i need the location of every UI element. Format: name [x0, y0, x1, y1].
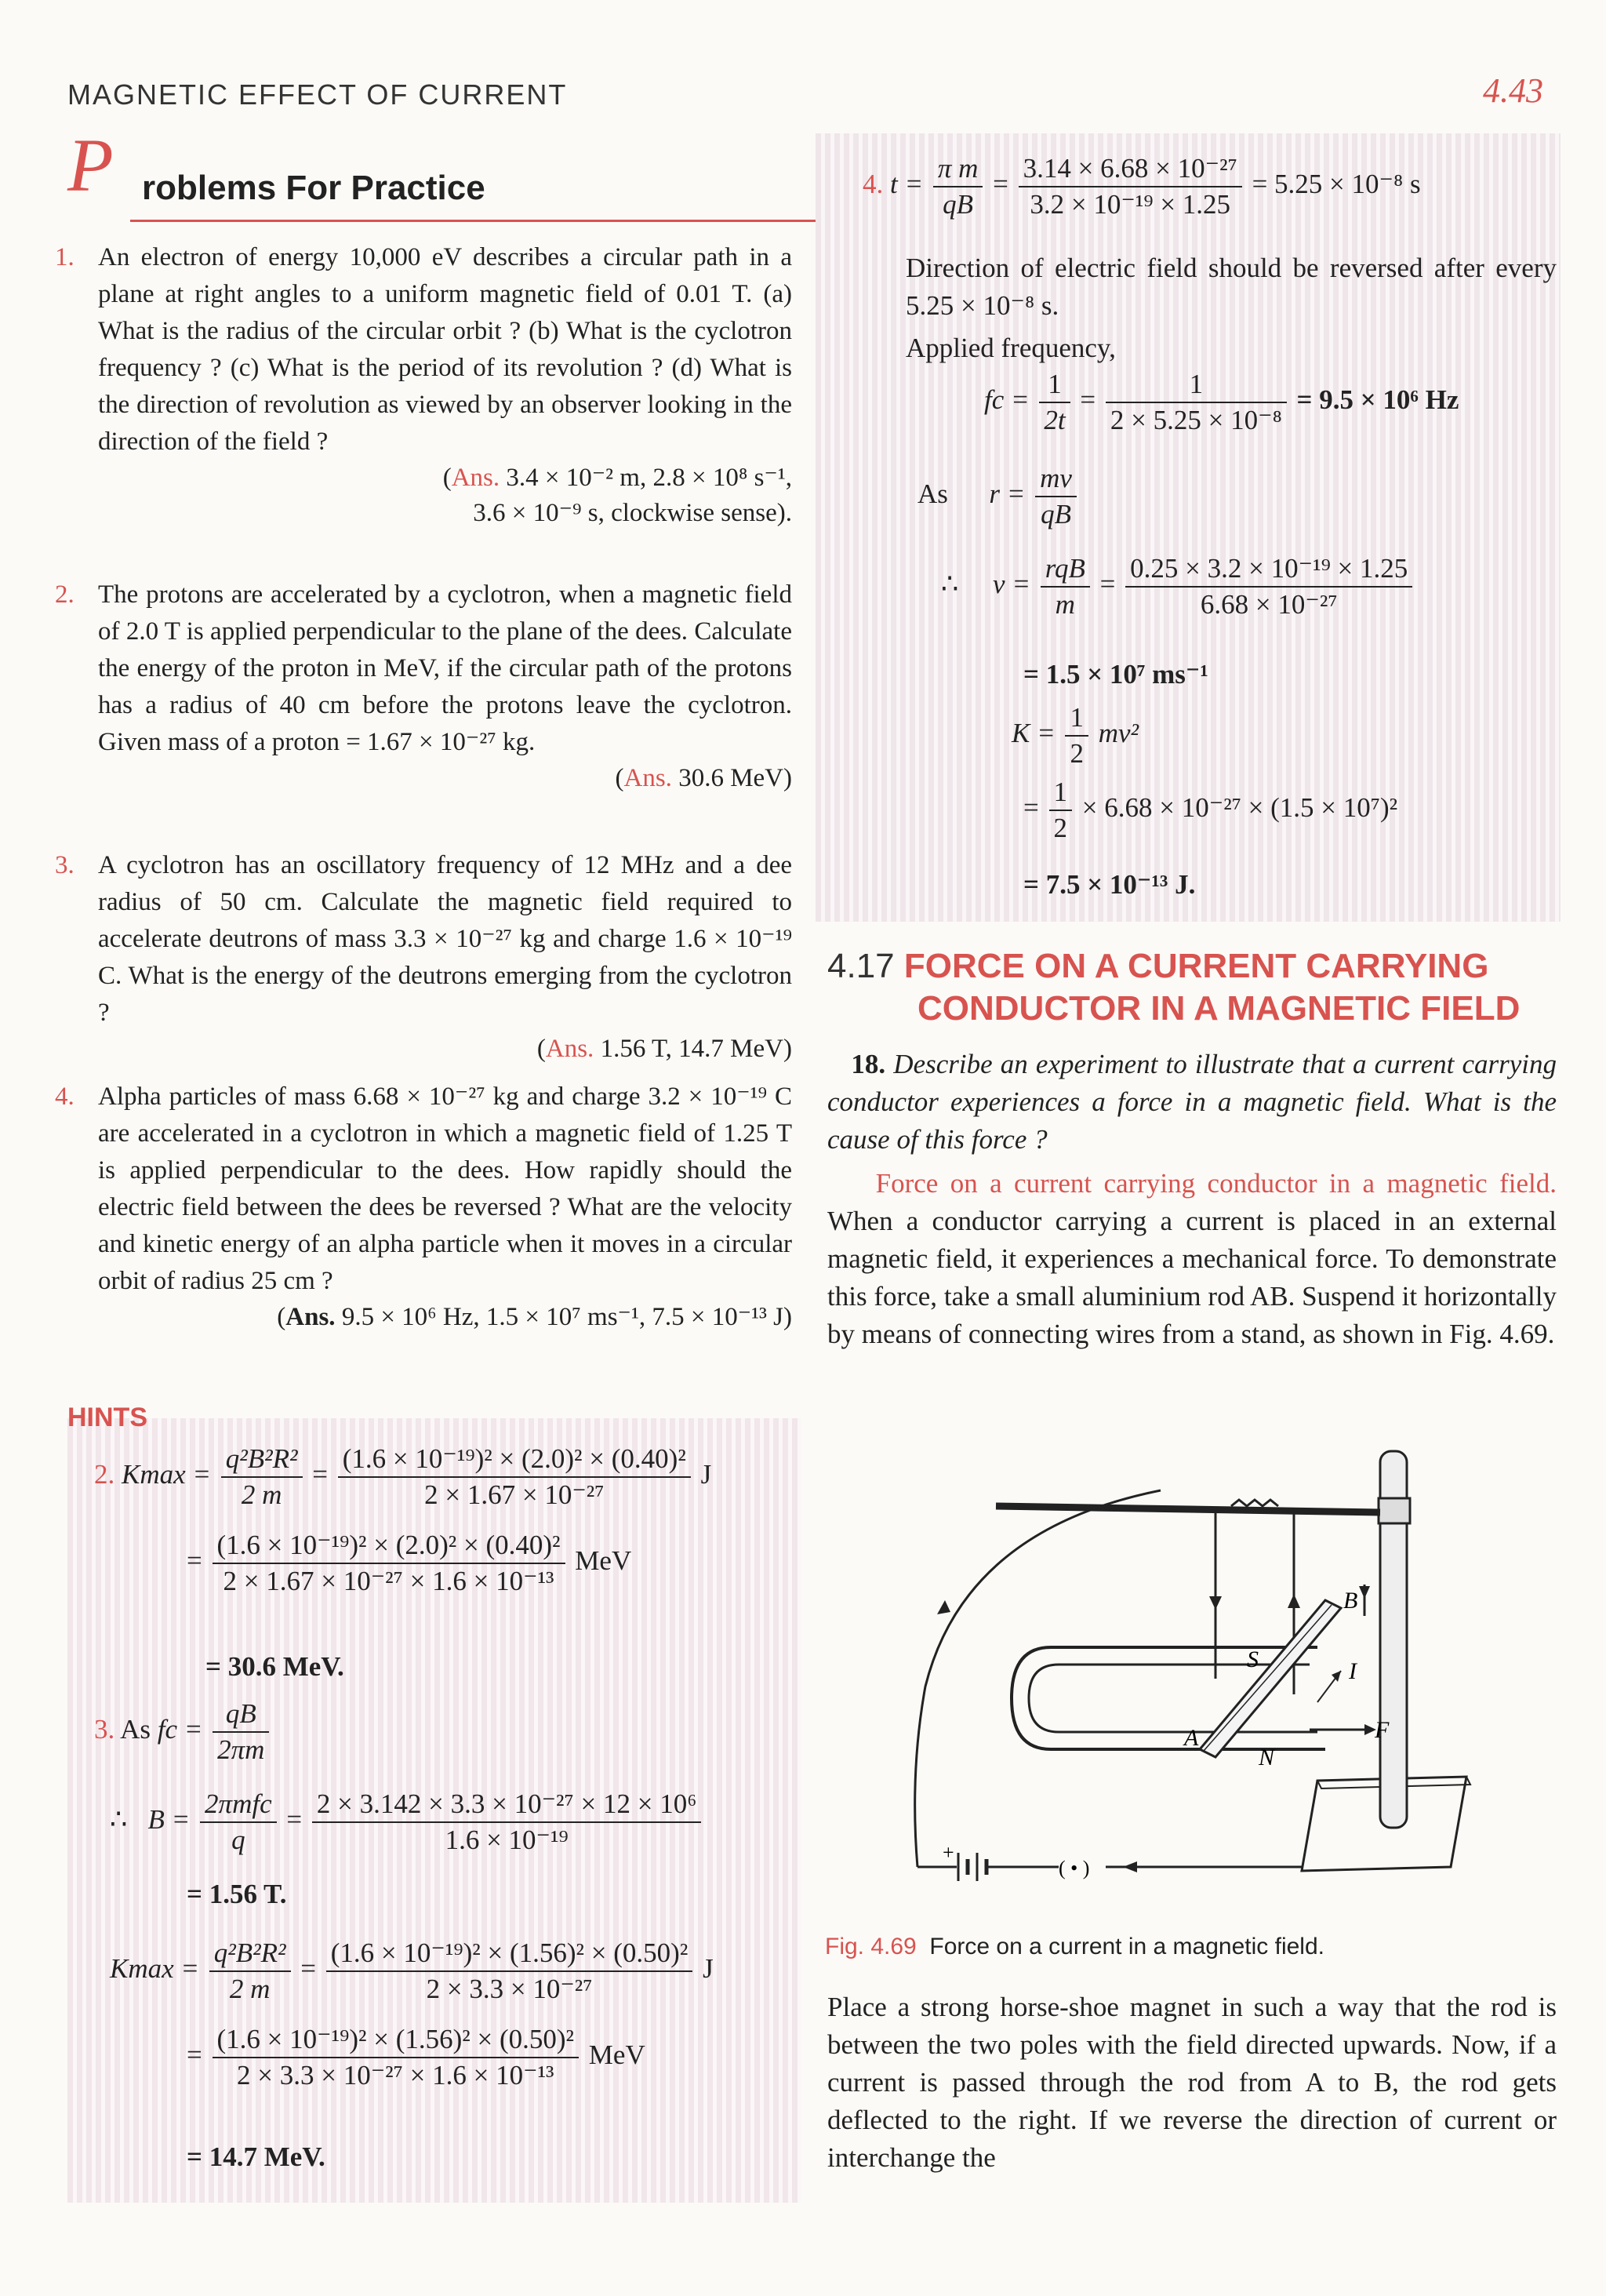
answer-value: 30.6 MeV)	[678, 764, 792, 792]
numerator: (1.6 × 10⁻¹⁹)² × (2.0)² × (0.40)²	[213, 1530, 565, 1564]
numerator: rqB	[1041, 553, 1090, 588]
hint-3-line-4: = $\frac{\text{(1.6 × 10⁻¹⁹)² × (1.56)² × (0.50)²}}{\text{2 × 3.3 × 10⁻²⁷ × 1.6 × 10⁻¹³}}$ MeV	[187, 2024, 645, 2090]
answer-value: 9.5 × 10⁶ Hz, 1.5 × 10⁷ ms⁻¹, 7.5 × 10⁻¹³ J)	[341, 1303, 792, 1331]
problem-number: 2.	[55, 580, 74, 609]
figure-caption-text: Force on a current in a magnetic field.	[929, 1934, 1324, 1959]
numerator: 1	[1049, 777, 1073, 811]
denominator: 2 × 3.3 × 10⁻²⁷	[426, 1974, 593, 2004]
problem-3	[55, 847, 792, 1067]
hint-2-line-1: 2. Kmax = $\frac{\text{q²B²R²}}{2 m}$ = $\frac{\text{(1.6 × 10⁻¹⁹)² × (2.0)² × (0.40)²}}{\text{2 × 1.67 × 10⁻²⁷}}$ J	[94, 1443, 712, 1510]
label-s: S	[1247, 1646, 1259, 1672]
unit: MeV	[588, 2039, 645, 2071]
denominator: 3.2 × 10⁻¹⁹ × 1.25	[1030, 189, 1231, 220]
problem-1	[55, 239, 792, 531]
answer-value: 1.56 T, 14.7 MeV)	[600, 1035, 792, 1063]
hint-number: 3.	[94, 1714, 115, 1745]
hint-2-line-2: = $\frac{\text{(1.6 × 10⁻¹⁹)² × (2.0)² × (0.40)²}}{\text{2 × 1.67 × 10⁻²⁷ × 1.6 × 10⁻¹³}}$ MeV	[187, 1530, 632, 1596]
energy-result: = 7.5 × 10⁻¹³ J.	[1023, 869, 1196, 900]
numerator: 1	[1106, 369, 1287, 403]
numerator: (1.6 × 10⁻¹⁹)² × (1.56)² × (0.50)²	[213, 2024, 580, 2058]
problem-4	[55, 1079, 792, 1335]
therefore: ∴	[110, 1804, 128, 1836]
hint-4-k	[1012, 702, 1139, 770]
denominator: 6.68 × 10⁻²⁷	[1200, 589, 1338, 620]
v-label: v =	[993, 569, 1030, 600]
label-n: N	[1259, 1745, 1275, 1770]
problem-text: The protons are accelerated by a cyclotron, when a magnetic field of 2.0 T is applied perpendicular to the plane of the dees. Calculate the energy of the proton in MeV, if the circular path of the protons has a radius of 40 cm before the protons leave the cyclotron. Given mass of a proton = 1.67 × 10⁻²⁷ kg.	[98, 580, 792, 756]
fraction	[1125, 553, 1412, 620]
hint-number: 4.	[863, 169, 884, 200]
unit: MeV	[575, 1545, 632, 1577]
t-label: t =	[890, 169, 924, 200]
hint-3-line-2: ∴ B = $\frac{\text{2πmfc}}{q}$ = $\frac{\text{2 × 3.142 × 3.3 × 10⁻²⁷ × 12 × 10⁶}}{\text{1.6 × 10⁻¹⁹}}$	[110, 1788, 704, 1856]
practice-title-text: roblems For Practice	[142, 169, 485, 207]
denominator: 2	[1070, 738, 1084, 769]
answer: (Ans. 30.6 MeV)	[615, 764, 792, 792]
label-plus: +	[943, 1841, 954, 1864]
numerator: qB	[213, 1698, 269, 1733]
label-key: ( • )	[1059, 1857, 1090, 1879]
fraction	[1041, 553, 1090, 620]
problem-number: 1.	[55, 243, 74, 271]
answer-label: Ans.	[285, 1303, 336, 1331]
hint-4-r	[917, 463, 1080, 530]
fraction	[338, 1443, 691, 1511]
hint-2-result: = 30.6 MeV.	[205, 1651, 344, 1682]
answer: (Ans. 1.56 T, 14.7 MeV)	[536, 1035, 792, 1063]
hint-4-line-1: 4. t = $\frac{\text{π m}}{qB}$ = $\frac{\text{3.14 × 6.68 × 10⁻²⁷}}{\text{3.2 × 10⁻¹⁹ × 1.25}}$ = 5.25 × 10⁻⁸ s	[863, 153, 1421, 220]
section-title-line-1: FORCE ON A CURRENT CARRYING	[903, 947, 1489, 985]
circuit-wire	[915, 1490, 1161, 1867]
numerator: mv	[1035, 463, 1077, 497]
hint-3-line-1	[94, 1698, 272, 1766]
denominator: 2	[1053, 813, 1067, 843]
fc-label: fc =	[984, 384, 1030, 416]
fc-label: fc =	[157, 1714, 203, 1745]
fraction	[213, 2024, 580, 2091]
label-f: F	[1375, 1717, 1390, 1743]
numerator: 1	[1039, 369, 1070, 403]
numerator: (1.6 × 10⁻¹⁹)² × (1.56)² × (0.50)²	[326, 1938, 693, 1972]
numerator: 3.14 × 6.68 × 10⁻²⁷	[1019, 153, 1242, 187]
numerator: 2πmfc	[200, 1788, 277, 1823]
hints-label: HINTS	[67, 1403, 147, 1432]
paragraph-body: When a conductor carrying a current is placed in an external magnetic field, it experiences a mechanical force. To demonstrate this force, take a small aluminium rod AB. Suspend it horizontally by means of connecting wires from a stand, as shown in Fig. 4.69.	[827, 1206, 1557, 1349]
denominator: m	[1055, 589, 1075, 620]
denominator: qB	[943, 189, 974, 220]
figure-caption	[825, 1934, 1324, 1960]
problem-number: 4.	[55, 1083, 74, 1111]
title-rule	[130, 220, 859, 222]
clamp	[1379, 1498, 1410, 1523]
velocity-result: = 1.5 × 10⁷ ms⁻¹	[1023, 659, 1208, 690]
answer-label: Ans.	[623, 764, 672, 792]
problem-text: A cyclotron has an oscillatory frequency of 12 MHz and a dee radius of 50 cm. Calculate the magnetic field required to accelerate deutrons of mass 3.3 × 10⁻²⁷ kg and charge 1.6 × 10⁻¹⁹ C. What is the energy of the deutrons emerging from the cyclotron ?	[98, 851, 792, 1027]
unit: J	[703, 1953, 714, 1985]
answer-value: 3.4 × 10⁻² m, 2.8 × 10⁸ s⁻¹,	[506, 464, 792, 492]
denominator: 2 m	[241, 1479, 282, 1510]
label-a: A	[1184, 1725, 1199, 1751]
paragraph-1	[827, 1165, 1557, 1353]
question-text: Describe an experiment to illustrate that a current carrying conductor experiences a force in a magnetic field. What is the cause of this force ?	[827, 1049, 1557, 1155]
numerator: 0.25 × 3.2 × 10⁻¹⁹ × 1.25	[1125, 553, 1412, 588]
as-word: As	[120, 1714, 151, 1745]
fraction	[326, 1938, 693, 2005]
answer-line-2: 3.6 × 10⁻⁹ s, clockwise sense).	[473, 499, 792, 527]
applied-frequency-label: Applied frequency,	[906, 333, 1116, 363]
answer: (Ans. 9.5 × 10⁶ Hz, 1.5 × 10⁷ ms⁻¹, 7.5 × 10⁻¹³ J)	[277, 1303, 792, 1331]
fraction	[933, 153, 983, 220]
hint-4-v: ∴ v = $\frac{\text{rqB}}{m}$ = $\frac{\text{0.25 × 3.2 × 10⁻¹⁹ × 1.25}}{\text{6.68 × 10⁻²⁷}}$	[941, 553, 1415, 620]
numerator: q²B²R²	[221, 1443, 303, 1478]
figure-4-69	[902, 1420, 1498, 1914]
denominator: 2 × 3.3 × 10⁻²⁷ × 1.6 × 10⁻¹³	[236, 2060, 554, 2090]
numerator: π m	[933, 153, 983, 187]
answer-label: Ans.	[451, 464, 500, 492]
b-label: B =	[147, 1804, 191, 1836]
aluminium-rod	[1200, 1600, 1341, 1757]
denominator: 2 × 5.25 × 10⁻⁸	[1110, 405, 1282, 435]
fraction	[221, 1443, 303, 1511]
problem-number: 3.	[55, 851, 74, 879]
label-b: B	[1343, 1588, 1358, 1614]
hint-3-line-3: Kmax = $\frac{\text{q²B²R²}}{2 m}$ = $\frac{\text{(1.6 × 10⁻¹⁹)² × (1.56)² × (0.50)²}}{\text{2 × 3.3 × 10⁻²⁷}}$ J	[110, 1938, 714, 2004]
result: = 9.5 × 10⁶ Hz	[1296, 384, 1459, 416]
k-label: K =	[1012, 718, 1056, 749]
figure-label: Fig. 4.69	[825, 1934, 917, 1959]
paragraph-2: Place a strong horse-shoe magnet in such a way that the rod is between the two poles with the field directed upwards. Now, if a current is passed through the rod from A to B, the rod gets deflected to the right. If we reverse the direction of current or interchange the	[827, 1992, 1557, 2173]
fraction	[213, 1530, 565, 1597]
fraction	[1106, 369, 1287, 436]
hint-3-result-b: = 1.56 T.	[187, 1879, 287, 1909]
fraction	[213, 1698, 269, 1766]
fraction	[1019, 153, 1242, 220]
result: = 5.25 × 10⁻⁸ s	[1252, 169, 1421, 200]
fraction	[1049, 777, 1073, 844]
unit: J	[700, 1459, 712, 1490]
fraction	[200, 1788, 277, 1856]
therefore: ∴	[941, 569, 959, 600]
fraction	[1035, 463, 1077, 530]
question-18	[827, 1046, 1557, 1159]
denominator: 2 m	[229, 1974, 271, 2004]
denominator: 2πm	[217, 1734, 265, 1765]
as-word: As	[917, 478, 948, 510]
problem-text: An electron of energy 10,000 eV describes a circular path in a plane at right angles to a uniform magnetic field of 0.01 T. (a) What is the radius of the circular orbit ? (b) What is the cyclotron frequency ? (c) What is the period of its revolution ? (d) What is the direction of revolution as viewed by an observer looking in the direction of the field ?	[98, 243, 792, 456]
section-title-line-2: CONDUCTOR IN A MAGNETIC FIELD	[917, 989, 1521, 1028]
hint-3-result-k: = 14.7 MeV.	[187, 2141, 325, 2172]
hint-4-fc: fc = $\frac{1}{2t}$ = $\frac{1}{\text{2 × 5.25 × 10⁻⁸}}$ = 9.5 × 10⁶ Hz	[984, 369, 1459, 435]
denominator: 2 × 1.67 × 10⁻²⁷ × 1.6 × 10⁻¹³	[223, 1566, 554, 1596]
answer-label: Ans.	[545, 1035, 594, 1063]
numerator: 1	[1065, 702, 1088, 737]
kmax-label: Kmax =	[122, 1459, 212, 1490]
fraction	[1039, 369, 1070, 436]
section-title	[827, 945, 1520, 1030]
hint-4-k-calc: = $\frac{1}{2}$ × 6.68 × 10⁻²⁷ × (1.5 × 10⁷)²	[1023, 777, 1398, 843]
stand-arm	[996, 1506, 1380, 1512]
r-label: r =	[989, 478, 1026, 510]
numerator: q²B²R²	[209, 1938, 291, 1972]
numerator: 2 × 3.142 × 3.3 × 10⁻²⁷ × 12 × 10⁶	[312, 1788, 702, 1823]
kmax-label: Kmax =	[110, 1953, 200, 1985]
hint-number: 2.	[94, 1459, 115, 1490]
denominator: qB	[1041, 499, 1071, 529]
denominator: q	[231, 1825, 245, 1855]
practice-title-initial: P	[67, 123, 114, 207]
fraction	[312, 1788, 702, 1856]
fraction	[1065, 702, 1088, 770]
problem-2	[55, 577, 792, 796]
denominator: 2t	[1044, 405, 1066, 435]
mv2: mv²	[1098, 718, 1139, 749]
direction-note: Direction of electric field should be reversed after every 5.25 × 10⁻⁸ s.	[906, 253, 1557, 321]
problem-text: Alpha particles of mass 6.68 × 10⁻²⁷ kg and charge 3.2 × 10⁻¹⁹ C are accelerated in a cyclotron in which a magnetic field of 1.25 T is applied perpendicular to the dees. How rapidly should the electric field between the dees be reversed ? What are the velocity and kinetic energy of an alpha particle when it moves in a circular orbit of radius 25 cm ?	[98, 1083, 792, 1295]
running-head: MAGNETIC EFFECT OF CURRENT	[67, 78, 568, 111]
answer: (Ans. 3.4 × 10⁻² m, 2.8 × 10⁸ s⁻¹,	[442, 464, 792, 492]
page-number: 4.43	[1483, 71, 1543, 110]
fraction	[209, 1938, 291, 2005]
label-i: I	[1349, 1658, 1357, 1684]
denominator: 2 × 1.67 × 10⁻²⁷	[424, 1479, 605, 1510]
paragraph-heading: Force on a current carrying conductor in a magnetic field.	[875, 1168, 1557, 1199]
section-number: 4.17	[827, 947, 895, 985]
denominator: 1.6 × 10⁻¹⁹	[445, 1825, 569, 1855]
question-number: 18.	[851, 1049, 886, 1079]
calc: × 6.68 × 10⁻²⁷ × (1.5 × 10⁷)²	[1081, 792, 1398, 824]
numerator: (1.6 × 10⁻¹⁹)² × (2.0)² × (0.40)²	[338, 1443, 691, 1478]
